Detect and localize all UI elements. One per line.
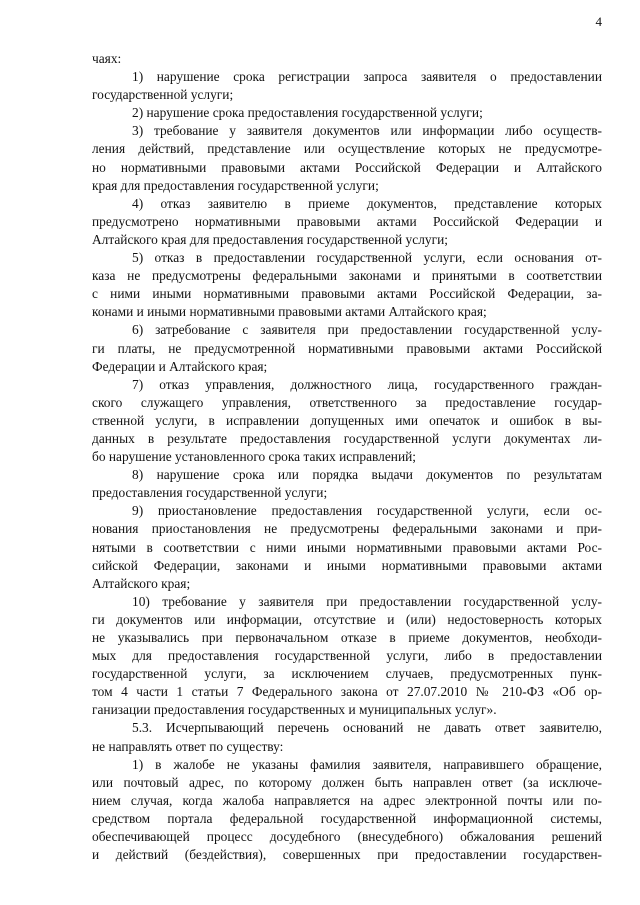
text-line: 2) нарушение срока предоставления государственной услуги;	[132, 105, 483, 121]
text-line: ского служащего управления, ответственного за предоставление государ-	[92, 394, 602, 410]
text-line: 3) требование у заявителя документов или информации либо осуществ-	[132, 123, 602, 139]
document-body	[92, 50, 602, 864]
text-line: каза не предусмотрены федеральными законами и принятыми в соответствии	[92, 268, 602, 284]
text-line: не направлять ответ по существу:	[92, 738, 284, 754]
text-line: ганизации предоставления государственных и муниципальных услуг».	[92, 702, 497, 718]
text-line: нования приостановления не предусмотрены федеральными законами и при-	[92, 521, 602, 537]
text-line: ги платы, не предусмотренной нормативными правовыми актами Российской	[92, 340, 602, 356]
page-number: 4	[595, 14, 602, 29]
text-line: мых для предоставления государственной услуги, либо в предоставлении	[92, 648, 602, 664]
text-line: конами и иными нормативными правовыми актами Алтайского края;	[92, 304, 487, 320]
text-line: обеспечивающей процесс досудебного (внесудебного) обжалования решений	[92, 829, 602, 845]
text-line: Алтайского края;	[92, 575, 191, 591]
text-line: 6) затребование с заявителя при предоставлении государственной услу-	[132, 322, 602, 338]
text-line: 5) отказ в предоставлении государственной услуги, если основания от-	[132, 250, 602, 266]
text-line: и действий (бездействия), совершенных при предоставлении государствен-	[92, 847, 602, 863]
text-line: края для предоставления государственной услуги;	[92, 177, 379, 193]
text-line: бо нарушение установленного срока таких исправлений;	[92, 449, 417, 465]
text-line: 10) требование у заявителя при предоставлении государственной услу-	[132, 593, 602, 609]
text-line: предусмотрено нормативными правовыми актами Российской Федерации и	[92, 213, 602, 229]
text-line: сийской Федерации, законами и иными нормативными правовыми актами	[92, 557, 602, 573]
text-line: ления действий, представление или осуществление которых не предусмотре-	[92, 141, 602, 157]
text-line: чаях:	[92, 51, 122, 66]
text-line: данных в результате предоставления государственной услуги документах ли-	[92, 430, 602, 446]
text-line: 4) отказ заявителю в приеме документов, представление которых	[132, 195, 602, 211]
text-line: том 4 части 1 статьи 7 Федерального закона от 27.07.2010 № 210-ФЗ «Об ор-	[92, 684, 602, 700]
text-line: 9) приостановление предоставления государственной услуги, если ос-	[132, 503, 602, 519]
text-line: Алтайского края для предоставления государственной услуги;	[92, 231, 448, 247]
text-line: но нормативными правовыми актами Российской Федерации и Алтайского	[92, 159, 602, 175]
text-line: 5.3. Исчерпывающий перечень оснований не давать ответ заявителю,	[132, 720, 602, 736]
text-line: нием случая, когда жалоба направляется на адрес электронной почты или по-	[92, 792, 602, 808]
text-line: 1) в жалобе не указаны фамилия заявителя, направившего обращение,	[132, 756, 602, 772]
text-line: предоставления государственной услуги;	[92, 485, 328, 501]
text-line: не указывались при первоначальном отказе в приеме документов, необходи-	[92, 630, 602, 645]
text-line: ственной услуги, в исправлении допущенных ими опечаток и ошибок в вы-	[92, 412, 602, 428]
text-line: государственной услуги;	[92, 87, 234, 103]
text-line: средством портала федеральной государственной информационной системы,	[92, 810, 602, 826]
text-line: или почтовый адрес, по которому должен быть направлен ответ (за исключе-	[92, 774, 602, 790]
text-line: 8) нарушение срока или порядка выдачи документов по результатам	[132, 467, 602, 483]
text-line: государственной услуги, за исключением случаев, предусмотренных пунк-	[92, 666, 602, 682]
text-line: ги документов или информации, отсутствие и (или) недостоверность которых	[92, 611, 602, 627]
text-line: 7) отказ управления, должностного лица, государственного граждан-	[132, 376, 602, 392]
text-line: Федерации и Алтайского края;	[92, 358, 268, 374]
text-line: нятыми в соответствии с ними иными нормативными правовыми актами Рос-	[92, 539, 602, 555]
text-line: 1) нарушение срока регистрации запроса заявителя о предоставлении	[132, 69, 602, 85]
text-line: с ними иными нормативными правовыми актами Российской Федерации, за-	[92, 286, 602, 302]
